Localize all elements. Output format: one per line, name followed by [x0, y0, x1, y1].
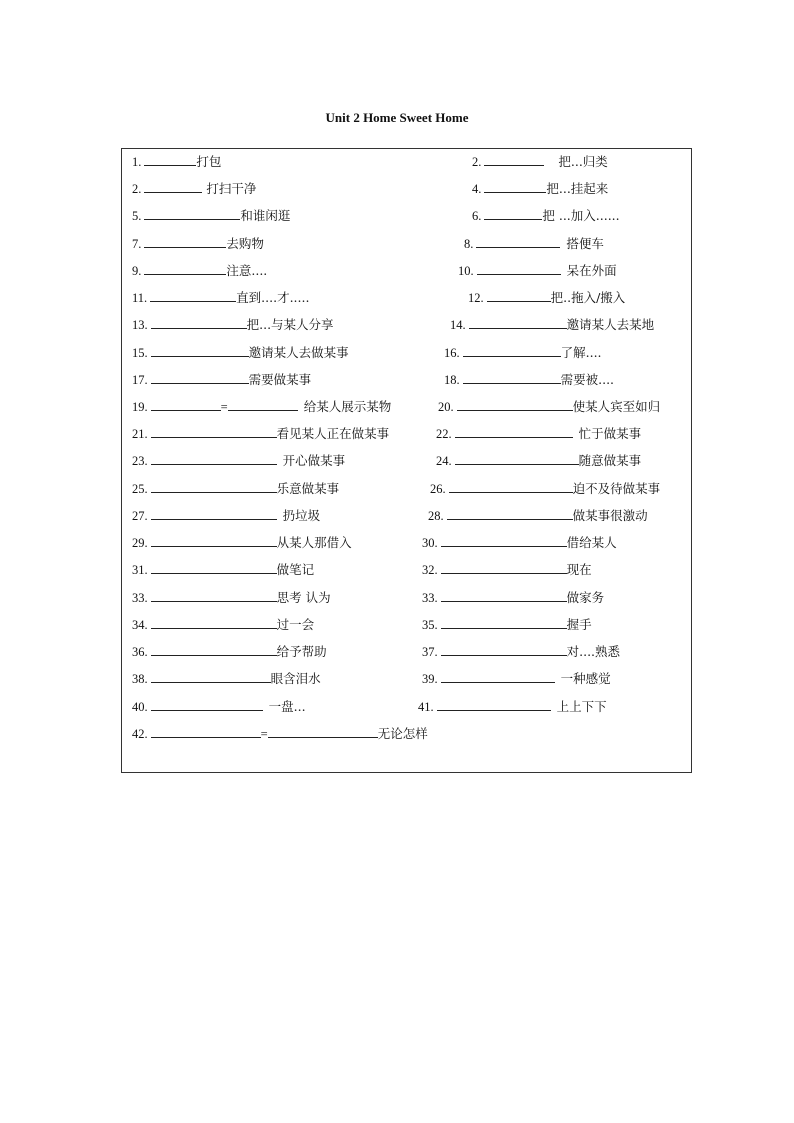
exercise-item [468, 290, 625, 306]
answer-blank[interactable] [150, 290, 236, 302]
answer-blank[interactable] [463, 372, 561, 384]
answer-blank[interactable] [151, 699, 263, 711]
item-number: 8. [464, 237, 474, 251]
item-number: 39. [422, 672, 438, 686]
answer-blank[interactable] [151, 372, 249, 384]
item-number: 9. [132, 264, 142, 278]
exercise-item [422, 590, 604, 606]
chinese-prompt: 使某人宾至如归 [572, 399, 661, 414]
chinese-prompt: 把...归类 [558, 154, 608, 169]
item-number: 2. [472, 155, 482, 169]
item-number: 40. [132, 700, 148, 714]
answer-blank[interactable] [449, 481, 573, 493]
chinese-prompt: 直到....才..... [236, 290, 310, 305]
answer-blank[interactable] [151, 590, 277, 602]
exercise-item [132, 181, 256, 197]
answer-blank[interactable] [469, 317, 567, 329]
chinese-prompt: 从某人那借入 [276, 535, 352, 550]
exercise-item [132, 671, 321, 687]
exercise-item [444, 372, 614, 388]
answer-blank[interactable] [484, 208, 542, 220]
chinese-prompt: 一种感觉 [560, 671, 611, 686]
answer-blank[interactable] [151, 345, 249, 357]
chinese-prompt: 需要被.... [560, 372, 615, 387]
chinese-prompt: 给予帮助 [276, 644, 327, 659]
answer-blank[interactable] [441, 535, 567, 547]
equals-sign: = [260, 727, 268, 741]
answer-blank[interactable] [151, 508, 277, 520]
exercise-item [132, 208, 290, 224]
answer-blank[interactable] [441, 671, 555, 683]
item-number: 33. [422, 591, 438, 605]
item-number: 10. [458, 264, 474, 278]
chinese-prompt: 过一会 [276, 617, 315, 632]
item-number: 16. [444, 346, 460, 360]
exercise-item [132, 535, 352, 551]
exercise-item [132, 508, 320, 524]
exercise-item [132, 290, 309, 306]
exercise-item [132, 372, 311, 388]
chinese-prompt: 把 ...加入...... [542, 208, 620, 223]
exercise-item [422, 617, 592, 633]
answer-blank[interactable] [484, 181, 546, 193]
chinese-prompt: 握手 [566, 617, 592, 632]
chinese-prompt: 做某事很激动 [572, 508, 648, 523]
chinese-prompt: 现在 [566, 562, 592, 577]
chinese-prompt: 开心做某事 [282, 453, 346, 468]
chinese-prompt: 思考 认为 [276, 590, 331, 605]
answer-blank[interactable] [447, 508, 573, 520]
page-title: Unit 2 Home Sweet Home [325, 110, 469, 125]
item-number: 17. [132, 373, 148, 387]
chinese-prompt: 无论怎样 [377, 726, 428, 741]
item-number: 1. [132, 155, 142, 169]
chinese-prompt: 注意.... [226, 263, 268, 278]
item-number: 33. [132, 591, 148, 605]
chinese-prompt: 迫不及待做某事 [572, 481, 661, 496]
exercise-item [422, 562, 592, 578]
chinese-prompt: 上上下下 [556, 699, 607, 714]
item-number: 34. [132, 618, 148, 632]
item-number: 25. [132, 482, 148, 496]
chinese-prompt: 随意做某事 [578, 453, 642, 468]
chinese-prompt: 邀请某人去做某事 [248, 345, 349, 360]
exercise-item [472, 181, 608, 197]
chinese-prompt: 做家务 [566, 590, 605, 605]
item-number: 23. [132, 454, 148, 468]
chinese-prompt: 打扫干净 [206, 181, 257, 196]
item-number: 29. [132, 536, 148, 550]
answer-blank[interactable] [144, 154, 196, 166]
chinese-prompt: 呆在外面 [566, 263, 617, 278]
item-number: 12. [468, 291, 484, 305]
chinese-prompt: 看见某人正在做某事 [276, 426, 390, 441]
chinese-prompt: 需要做某事 [248, 372, 312, 387]
chinese-prompt: 邀请某人去某地 [566, 317, 655, 332]
exercise-item [132, 236, 264, 252]
exercise-item [436, 453, 641, 469]
exercise-item [422, 671, 611, 687]
item-number: 19. [132, 400, 148, 414]
exercise-item [132, 263, 267, 279]
chinese-prompt: 搭便车 [566, 236, 604, 251]
chinese-prompt: 把...与某人分享 [246, 317, 334, 332]
exercise-item [428, 508, 648, 524]
exercise-item [132, 481, 339, 497]
exercise-item [132, 345, 349, 361]
chinese-prompt: 乐意做某事 [276, 481, 340, 496]
chinese-prompt: 借给某人 [566, 535, 617, 550]
answer-blank[interactable] [463, 345, 561, 357]
item-number: 4. [472, 182, 482, 196]
item-number: 15. [132, 346, 148, 360]
answer-blank[interactable] [455, 426, 573, 438]
item-number: 21. [132, 427, 148, 441]
answer-blank[interactable] [477, 263, 561, 275]
answer-blank[interactable] [151, 535, 277, 547]
exercise-item [430, 481, 660, 497]
chinese-prompt: 把..拖入/搬入 [550, 290, 626, 305]
answer-blank[interactable] [144, 263, 226, 275]
answer-blank[interactable] [441, 562, 567, 574]
item-number: 7. [132, 237, 142, 251]
exercise-item [438, 399, 660, 415]
item-number: 20. [438, 400, 454, 414]
item-number: 36. [132, 645, 148, 659]
item-number: 24. [436, 454, 452, 468]
item-number: 28. [428, 509, 444, 523]
item-number: 26. [430, 482, 446, 496]
answer-blank[interactable] [144, 181, 202, 193]
chinese-prompt: 眼含泪水 [270, 671, 321, 686]
answer-blank[interactable] [476, 236, 560, 248]
item-number: 6. [472, 209, 482, 223]
answer-blank[interactable] [151, 317, 247, 329]
item-number: 42. [132, 727, 148, 741]
answer-blank[interactable] [437, 699, 551, 711]
exercise-item [464, 236, 604, 252]
chinese-prompt: 一盘... [268, 699, 306, 714]
answer-blank[interactable] [151, 644, 277, 656]
exercise-item [444, 345, 602, 361]
answer-blank[interactable] [151, 562, 277, 574]
exercise-item [450, 317, 654, 333]
item-number: 37. [422, 645, 438, 659]
exercise-item [472, 208, 620, 224]
exercise-item [132, 426, 389, 442]
exercise-item [132, 317, 334, 333]
item-number: 5. [132, 209, 142, 223]
item-number: 2. [132, 182, 142, 196]
item-number: 13. [132, 318, 148, 332]
item-number: 27. [132, 509, 148, 523]
exercise-item [132, 644, 327, 660]
equals-sign: = [220, 400, 228, 414]
item-number: 31. [132, 563, 148, 577]
exercise-item [132, 590, 331, 606]
exercise-item [132, 617, 314, 633]
answer-blank[interactable] [151, 617, 277, 629]
exercise-item [132, 453, 345, 469]
answer-blank[interactable] [144, 208, 240, 220]
answer-blank[interactable] [484, 154, 544, 166]
item-number: 14. [450, 318, 466, 332]
answer-blank[interactable] [144, 236, 226, 248]
item-number: 22. [436, 427, 452, 441]
exercise-item [132, 562, 314, 578]
exercise-item [422, 644, 620, 660]
answer-blank[interactable] [457, 399, 573, 411]
chinese-prompt: 去购物 [226, 236, 264, 251]
exercise-item [132, 154, 221, 170]
answer-blank[interactable] [487, 290, 551, 302]
item-number: 18. [444, 373, 460, 387]
answer-blank[interactable] [151, 426, 277, 438]
chinese-prompt: 做笔记 [276, 562, 315, 577]
exercise-item [418, 699, 607, 715]
exercise-item [458, 263, 617, 279]
item-number: 41. [418, 700, 434, 714]
exercise-item [436, 426, 641, 442]
answer-blank-second[interactable] [228, 399, 298, 411]
item-number: 30. [422, 536, 438, 550]
answer-blank[interactable] [441, 617, 567, 629]
chinese-prompt: 给某人展示某物 [303, 399, 392, 414]
chinese-prompt: 忙于做某事 [578, 426, 642, 441]
answer-blank[interactable] [455, 453, 579, 465]
answer-blank[interactable] [151, 399, 221, 411]
answer-blank[interactable] [151, 453, 277, 465]
exercise-item [132, 699, 306, 715]
chinese-prompt: 和谁闲逛 [240, 208, 291, 223]
chinese-prompt: 打包 [196, 154, 222, 169]
exercise-item [132, 399, 391, 415]
answer-blank[interactable] [441, 590, 567, 602]
chinese-prompt: 把...挂起来 [546, 181, 609, 196]
answer-blank[interactable] [151, 726, 261, 738]
exercise-item [132, 726, 428, 742]
chinese-prompt: 了解.... [560, 345, 602, 360]
item-number: 32. [422, 563, 438, 577]
exercise-item [472, 154, 608, 170]
answer-blank-second[interactable] [268, 726, 378, 738]
answer-blank[interactable] [441, 644, 567, 656]
chinese-prompt: 扔垃圾 [282, 508, 321, 523]
exercise-item [422, 535, 617, 551]
answer-blank[interactable] [151, 671, 271, 683]
answer-blank[interactable] [151, 481, 277, 493]
item-number: 11. [132, 291, 148, 305]
item-number: 35. [422, 618, 438, 632]
item-number: 38. [132, 672, 148, 686]
chinese-prompt: 对....熟悉 [566, 644, 621, 659]
